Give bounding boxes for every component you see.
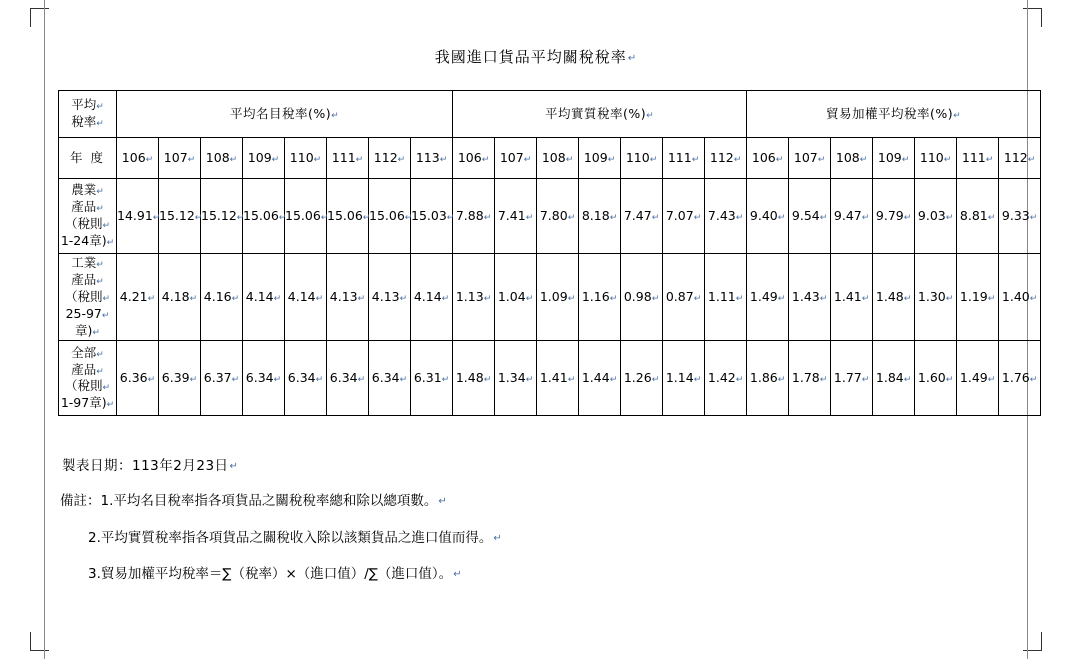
paragraph-mark-icon: ↵ <box>861 212 870 223</box>
paragraph-mark-icon: ↵ <box>483 374 492 385</box>
paragraph-mark-icon: ↵ <box>96 102 104 113</box>
crop-mark-top-left <box>30 8 49 27</box>
cell-nominal-1-6: 15.06↵ <box>327 179 369 254</box>
page-edge-left <box>44 0 45 659</box>
year-header-g1-7: 112↵ <box>369 138 411 179</box>
paragraph-mark-icon: ↵ <box>96 204 104 215</box>
cell-nominal-2-8: 4.14↵ <box>411 254 453 341</box>
table-row <box>59 254 1041 341</box>
table-header-row-years <box>59 138 1041 179</box>
cell-nominal-3-6: 6.34↵ <box>327 341 369 416</box>
paragraph-mark-icon: ↵ <box>735 374 744 385</box>
cell-effective-1-5: 7.47↵ <box>621 179 663 254</box>
paragraph-mark-icon: ↵ <box>96 366 104 377</box>
paragraph-mark-icon: ↵ <box>693 212 702 223</box>
paragraph-mark-icon: ↵ <box>278 212 287 223</box>
cell-effective-2-4: 1.16↵ <box>579 254 621 341</box>
cell-weighted-1-4: 9.79↵ <box>873 179 915 254</box>
paragraph-mark-icon: ↵ <box>320 212 329 223</box>
year-header-g3-7: 112↵ <box>999 138 1041 179</box>
paragraph-mark-icon: ↵ <box>1029 374 1038 385</box>
cell-effective-2-6: 0.87↵ <box>663 254 705 341</box>
cell-weighted-3-1: 1.86↵ <box>747 341 789 416</box>
cell-nominal-1-4: 15.06↵ <box>243 179 285 254</box>
cell-nominal-2-6: 4.13↵ <box>327 254 369 341</box>
cell-nominal-3-7: 6.34↵ <box>369 341 411 416</box>
paragraph-mark-icon: ↵ <box>397 154 406 165</box>
cell-effective-1-6: 7.07↵ <box>663 179 705 254</box>
paragraph-mark-icon: ↵ <box>691 154 700 165</box>
year-header-g3-5: 110↵ <box>915 138 957 179</box>
paragraph-mark-icon: ↵ <box>446 212 455 223</box>
paragraph-mark-icon: ↵ <box>96 349 104 360</box>
paragraph-mark-icon: ↵ <box>231 293 240 304</box>
paragraph-mark-icon: ↵ <box>399 374 408 385</box>
cell-effective-3-3: 1.41↵ <box>537 341 579 416</box>
paragraph-mark-icon: ↵ <box>273 293 282 304</box>
year-header-g2-7: 112↵ <box>705 138 747 179</box>
paragraph-mark-icon: ↵ <box>609 293 618 304</box>
cell-effective-3-6: 1.14↵ <box>663 341 705 416</box>
cell-nominal-3-3: 6.37↵ <box>201 341 243 416</box>
cell-nominal-2-5: 4.14↵ <box>285 254 327 341</box>
paragraph-mark-icon: ↵ <box>651 212 660 223</box>
year-header-g3-2: 107↵ <box>789 138 831 179</box>
year-header-g1-3: 108↵ <box>201 138 243 179</box>
paragraph-mark-icon: ↵ <box>735 293 744 304</box>
cell-weighted-3-7: 1.76↵ <box>999 341 1041 416</box>
paragraph-mark-icon: ↵ <box>945 374 954 385</box>
year-header-g3-1: 106↵ <box>747 138 789 179</box>
cell-weighted-3-3: 1.77↵ <box>831 341 873 416</box>
paragraph-mark-icon: ↵ <box>565 154 574 165</box>
paragraph-mark-icon: ↵ <box>1029 212 1038 223</box>
paragraph-mark-icon: ↵ <box>861 374 870 385</box>
year-header-g2-5: 110↵ <box>621 138 663 179</box>
cell-effective-1-2: 7.41↵ <box>495 179 537 254</box>
cell-weighted-2-3: 1.41↵ <box>831 254 873 341</box>
note-line-2 <box>88 526 502 546</box>
paragraph-mark-icon: ↵ <box>735 212 744 223</box>
paragraph-mark-icon: ↵ <box>483 293 492 304</box>
paragraph-mark-icon: ↵ <box>567 293 576 304</box>
cell-weighted-3-6: 1.49↵ <box>957 341 999 416</box>
cell-nominal-1-7: 15.06↵ <box>369 179 411 254</box>
paragraph-mark-icon: ↵ <box>101 310 110 321</box>
paragraph-mark-icon: ↵ <box>987 293 996 304</box>
cell-weighted-2-5: 1.30↵ <box>915 254 957 341</box>
cell-effective-3-2: 1.34↵ <box>495 341 537 416</box>
cell-nominal-2-2: 4.18↵ <box>159 254 201 341</box>
cell-nominal-2-7: 4.13↵ <box>369 254 411 341</box>
paragraph-mark-icon: ↵ <box>145 154 154 165</box>
paragraph-mark-icon: ↵ <box>987 212 996 223</box>
paragraph-mark-icon: ↵ <box>901 154 910 165</box>
paragraph-mark-icon: ↵ <box>357 293 366 304</box>
paragraph-mark-icon: ↵ <box>567 212 576 223</box>
paragraph-mark-icon: ↵ <box>96 260 104 270</box>
cell-effective-1-3: 7.80↵ <box>537 179 579 254</box>
note-line-3 <box>88 562 462 582</box>
paragraph-mark-icon: ↵ <box>481 154 490 165</box>
cell-effective-2-5: 0.98↵ <box>621 254 663 341</box>
cell-effective-2-2: 1.04↵ <box>495 254 537 341</box>
paragraph-mark-icon: ↵ <box>693 374 702 385</box>
tariff-table-body <box>59 91 1041 416</box>
paragraph-mark-icon: ↵ <box>229 154 238 165</box>
paragraph-mark-icon: ↵ <box>1027 154 1036 165</box>
cell-nominal-2-1: 4.21↵ <box>117 254 159 341</box>
paragraph-mark-icon: ↵ <box>96 119 104 129</box>
paragraph-mark-icon: ↵ <box>523 154 532 165</box>
paragraph-mark-icon: ↵ <box>649 154 658 165</box>
table-header-row-groups <box>59 91 1041 138</box>
group-header-3: 貿易加權平均稅率(%)↵ <box>747 91 1041 138</box>
table-row <box>59 341 1041 416</box>
paragraph-mark-icon: ↵ <box>189 374 198 385</box>
cell-weighted-1-7: 9.33↵ <box>999 179 1041 254</box>
cell-nominal-1-5: 15.06↵ <box>285 179 327 254</box>
year-header-g3-6: 111↵ <box>957 138 999 179</box>
table-row <box>59 179 1041 254</box>
year-header-g1-6: 111↵ <box>327 138 369 179</box>
year-header-g1-4: 109↵ <box>243 138 285 179</box>
cell-effective-2-7: 1.11↵ <box>705 254 747 341</box>
paragraph-mark-icon: ↵ <box>102 293 111 304</box>
crop-mark-bottom-right <box>1023 632 1042 651</box>
paragraph-mark-icon: ↵ <box>453 569 462 581</box>
paragraph-mark-icon: ↵ <box>147 374 156 385</box>
paragraph-mark-icon: ↵ <box>609 374 618 385</box>
cell-weighted-1-3: 9.47↵ <box>831 179 873 254</box>
cell-weighted-3-5: 1.60↵ <box>915 341 957 416</box>
cell-nominal-3-4: 6.34↵ <box>243 341 285 416</box>
year-header-g2-6: 111↵ <box>663 138 705 179</box>
note-text-2: 2.平均實質稅率指各項貨品之關稅收入除以該類貨品之進口值而得。 <box>88 530 493 546</box>
paragraph-mark-icon: ↵ <box>313 154 322 165</box>
paragraph-mark-icon: ↵ <box>987 374 996 385</box>
cell-nominal-3-2: 6.39↵ <box>159 341 201 416</box>
year-header-g3-3: 108↵ <box>831 138 873 179</box>
page-title-text: 我國進口貨品平均關稅稅率 <box>434 48 627 66</box>
paragraph-mark-icon: ↵ <box>189 293 198 304</box>
year-header-g2-3: 108↵ <box>537 138 579 179</box>
paragraph-mark-icon: ↵ <box>106 400 115 411</box>
cell-nominal-1-2: 15.12↵ <box>159 179 201 254</box>
cell-effective-1-7: 7.43↵ <box>705 179 747 254</box>
paragraph-mark-icon: ↵ <box>777 374 786 385</box>
paragraph-mark-icon: ↵ <box>525 374 534 385</box>
cell-weighted-1-6: 8.81↵ <box>957 179 999 254</box>
paragraph-mark-icon: ↵ <box>102 383 111 394</box>
paragraph-mark-icon: ↵ <box>152 212 161 223</box>
row-label-2: 工業↵ 產品↵ （稅則↵ 25-97↵ 章)↵ <box>59 254 117 341</box>
crop-mark-bottom-left <box>30 632 49 651</box>
paragraph-mark-icon: ↵ <box>819 293 828 304</box>
cell-effective-2-3: 1.09↵ <box>537 254 579 341</box>
paragraph-mark-icon: ↵ <box>355 154 364 165</box>
report-date: 製表日期：113年2月23日↵ <box>62 458 239 474</box>
paragraph-mark-icon: ↵ <box>315 374 324 385</box>
tariff-table <box>58 90 1041 416</box>
paragraph-mark-icon: ↵ <box>96 187 104 198</box>
cell-nominal-2-3: 4.16↵ <box>201 254 243 341</box>
paragraph-mark-icon: ↵ <box>194 212 203 223</box>
paragraph-mark-icon: ↵ <box>273 374 282 385</box>
row-label-1: 農業↵ 產品↵ （稅則↵ 1-24章)↵ <box>59 179 117 254</box>
paragraph-mark-icon: ↵ <box>229 461 239 473</box>
paragraph-mark-icon: ↵ <box>953 110 962 121</box>
paragraph-mark-icon: ↵ <box>607 154 616 165</box>
paragraph-mark-icon: ↵ <box>777 293 786 304</box>
paragraph-mark-icon: ↵ <box>943 154 952 165</box>
cell-effective-3-5: 1.26↵ <box>621 341 663 416</box>
note-text-3: 3.貿易加權平均稅率＝∑（稅率）×（進口值）/∑（進口值）。 <box>88 566 453 582</box>
cell-weighted-1-5: 9.03↵ <box>915 179 957 254</box>
paragraph-mark-icon: ↵ <box>651 293 660 304</box>
paragraph-mark-icon: ↵ <box>399 293 408 304</box>
paragraph-mark-icon: ↵ <box>362 212 371 223</box>
cell-nominal-1-8: 15.03↵ <box>411 179 453 254</box>
paragraph-mark-icon: ↵ <box>819 212 828 223</box>
cell-weighted-2-7: 1.40↵ <box>999 254 1041 341</box>
paragraph-mark-icon: ↵ <box>525 212 534 223</box>
paragraph-mark-icon: ↵ <box>609 212 618 223</box>
paragraph-mark-icon: ↵ <box>945 293 954 304</box>
group-header-1: 平均名目稅率(%)↵ <box>117 91 453 138</box>
year-header-g2-2: 107↵ <box>495 138 537 179</box>
cell-weighted-3-4: 1.84↵ <box>873 341 915 416</box>
cell-effective-3-4: 1.44↵ <box>579 341 621 416</box>
paragraph-mark-icon: ↵ <box>357 374 366 385</box>
paragraph-mark-icon: ↵ <box>859 154 868 165</box>
paragraph-mark-icon: ↵ <box>96 276 104 287</box>
paragraph-mark-icon: ↵ <box>483 212 492 223</box>
paragraph-mark-icon: ↵ <box>777 212 786 223</box>
year-row-label: 年 度 <box>59 138 117 179</box>
crop-mark-top-right <box>1023 8 1042 27</box>
year-header-g1-2: 107↵ <box>159 138 201 179</box>
cell-effective-1-4: 8.18↵ <box>579 179 621 254</box>
cell-nominal-3-8: 6.31↵ <box>411 341 453 416</box>
note-line-1 <box>60 489 447 509</box>
year-header-g2-1: 106↵ <box>453 138 495 179</box>
paragraph-mark-icon: ↵ <box>271 154 280 165</box>
paragraph-mark-icon: ↵ <box>106 237 115 248</box>
paragraph-mark-icon: ↵ <box>92 327 100 338</box>
paragraph-mark-icon: ↵ <box>441 293 450 304</box>
paragraph-mark-icon: ↵ <box>187 154 196 165</box>
cell-effective-1-1: 7.88↵ <box>453 179 495 254</box>
paragraph-mark-icon: ↵ <box>236 212 245 223</box>
cell-weighted-2-4: 1.48↵ <box>873 254 915 341</box>
paragraph-mark-icon: ↵ <box>819 374 828 385</box>
paragraph-mark-icon: ↵ <box>315 293 324 304</box>
cell-weighted-2-1: 1.49↵ <box>747 254 789 341</box>
paragraph-mark-icon: ↵ <box>903 293 912 304</box>
paragraph-mark-icon: ↵ <box>493 533 502 545</box>
paragraph-mark-icon: ↵ <box>651 374 660 385</box>
cell-weighted-1-2: 9.54↵ <box>789 179 831 254</box>
year-header-g2-4: 109↵ <box>579 138 621 179</box>
paragraph-mark-icon: ↵ <box>1029 293 1038 304</box>
year-header-g1-8: 113↵ <box>411 138 453 179</box>
cell-nominal-3-1: 6.36↵ <box>117 341 159 416</box>
year-header-g3-4: 109↵ <box>873 138 915 179</box>
year-header-g1-5: 110↵ <box>285 138 327 179</box>
paragraph-mark-icon: ↵ <box>903 212 912 223</box>
paragraph-mark-icon: ↵ <box>147 293 156 304</box>
paragraph-mark-icon: ↵ <box>231 374 240 385</box>
paragraph-mark-icon: ↵ <box>439 154 448 165</box>
paragraph-mark-icon: ↵ <box>331 110 340 121</box>
cell-nominal-3-5: 6.34↵ <box>285 341 327 416</box>
paragraph-mark-icon: ↵ <box>627 53 638 65</box>
cell-effective-3-1: 1.48↵ <box>453 341 495 416</box>
paragraph-mark-icon: ↵ <box>102 221 111 231</box>
paragraph-mark-icon: ↵ <box>567 374 576 385</box>
paragraph-mark-icon: ↵ <box>817 154 826 165</box>
paragraph-mark-icon: ↵ <box>646 110 655 121</box>
note-label: 備註： <box>60 493 101 509</box>
cell-effective-3-7: 1.42↵ <box>705 341 747 416</box>
paragraph-mark-icon: ↵ <box>775 154 784 165</box>
paragraph-mark-icon: ↵ <box>525 293 534 304</box>
cell-weighted-1-1: 9.40↵ <box>747 179 789 254</box>
paragraph-mark-icon: ↵ <box>985 154 994 165</box>
paragraph-mark-icon: ↵ <box>404 212 413 223</box>
page-title <box>0 46 1072 67</box>
paragraph-mark-icon: ↵ <box>903 374 912 385</box>
cell-nominal-2-4: 4.14↵ <box>243 254 285 341</box>
year-header-g1-1: 106↵ <box>117 138 159 179</box>
paragraph-mark-icon: ↵ <box>733 154 742 165</box>
paragraph-mark-icon: ↵ <box>441 374 450 385</box>
group-header-2: 平均實質稅率(%)↵ <box>453 91 747 138</box>
cell-weighted-2-6: 1.19↵ <box>957 254 999 341</box>
cell-nominal-1-3: 15.12↵ <box>201 179 243 254</box>
row-label-3: 全部↵ 產品↵ （稅則↵ 1-97章)↵ <box>59 341 117 416</box>
table-corner-label: 平均↵ 稅率↵ <box>59 91 117 138</box>
paragraph-mark-icon: ↵ <box>861 293 870 304</box>
cell-effective-2-1: 1.13↵ <box>453 254 495 341</box>
cell-weighted-2-2: 1.43↵ <box>789 254 831 341</box>
cell-nominal-1-1: 14.91↵ <box>117 179 159 254</box>
paragraph-mark-icon: ↵ <box>438 496 447 508</box>
paragraph-mark-icon: ↵ <box>693 293 702 304</box>
note-text-1: 1.平均名目稅率指各項貨品之關稅稅率總和除以總項數。 <box>100 493 438 509</box>
cell-weighted-3-2: 1.78↵ <box>789 341 831 416</box>
paragraph-mark-icon: ↵ <box>945 212 954 223</box>
